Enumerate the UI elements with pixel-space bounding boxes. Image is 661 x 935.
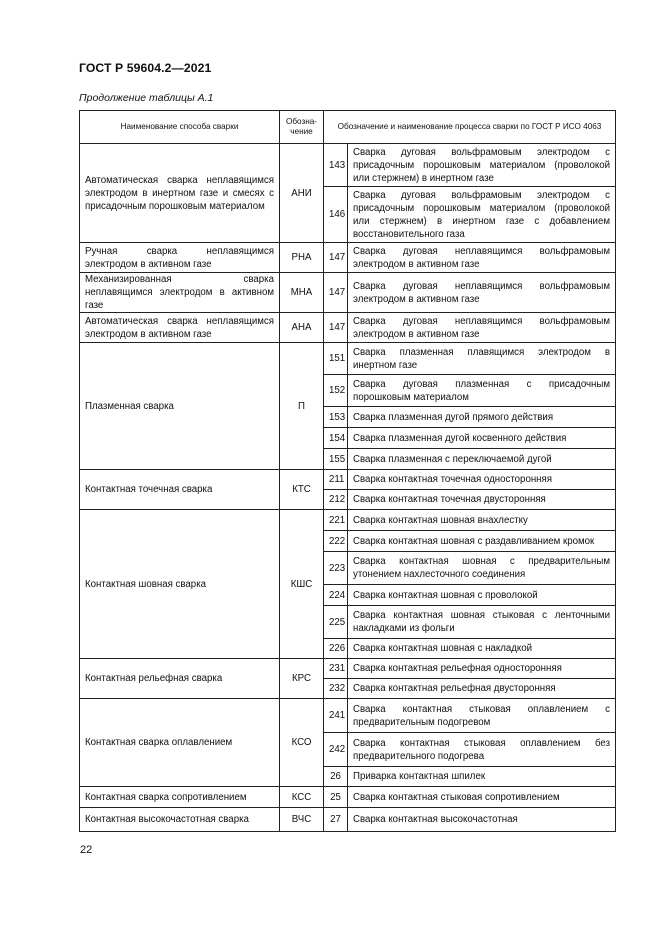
method-symbol-cell: РНА bbox=[280, 243, 324, 273]
process-name-cell: Сварка контактная стыковая сопротивлением bbox=[348, 787, 616, 808]
process-name-cell: Сварка дуговая неплавящимся вольфрамовым электродом в активном газе bbox=[348, 273, 616, 313]
process-code-cell: 143 bbox=[324, 144, 348, 187]
process-code-cell: 147 bbox=[324, 273, 348, 313]
method-symbol-cell: МНА bbox=[280, 273, 324, 313]
process-code-cell: 223 bbox=[324, 552, 348, 585]
process-code-cell: 211 bbox=[324, 470, 348, 490]
process-name-cell: Сварка контактная шовная с раздавливанием кромок bbox=[348, 531, 616, 552]
process-name-cell: Сварка дуговая плазменная с присадочным порошковым материалом bbox=[348, 375, 616, 407]
process-name-cell: Приварка контактная шпилек bbox=[348, 767, 616, 787]
process-code-cell: 231 bbox=[324, 659, 348, 679]
table-row bbox=[80, 787, 616, 808]
method-symbol-cell: КРС bbox=[280, 659, 324, 699]
method-symbol-cell: АНА bbox=[280, 313, 324, 343]
header-method: Наименование способа сварки bbox=[80, 111, 280, 144]
process-code-cell: 25 bbox=[324, 787, 348, 808]
process-name-cell: Сварка дуговая неплавящимся вольфрамовым электродом в активном газе bbox=[348, 243, 616, 273]
method-name-cell: Контактная точечная сварка bbox=[80, 470, 280, 510]
process-name-cell: Сварка контактная точечная односторонняя bbox=[348, 470, 616, 490]
process-code-cell: 225 bbox=[324, 606, 348, 639]
table-row bbox=[80, 343, 616, 375]
document-title: ГОСТ Р 59604.2—2021 bbox=[79, 61, 212, 75]
table-row bbox=[80, 243, 616, 273]
process-name-cell: Сварка плазменная дугой прямого действия bbox=[348, 407, 616, 428]
header-symbol: Обозна-чение bbox=[280, 111, 324, 144]
process-code-cell: 226 bbox=[324, 639, 348, 659]
process-name-cell: Сварка плазменная плавящимся электродом в инертном газе bbox=[348, 343, 616, 375]
process-code-cell: 151 bbox=[324, 343, 348, 375]
process-code-cell: 147 bbox=[324, 243, 348, 273]
process-name-cell: Сварка плазменная с переключаемой дугой bbox=[348, 449, 616, 470]
method-name-cell: Контактная сварка сопротивлением bbox=[80, 787, 280, 808]
process-code-cell: 212 bbox=[324, 490, 348, 510]
table-row bbox=[80, 699, 616, 733]
header-process: Обозначение и наименование процесса сварки по ГОСТ Р ИСО 4063 bbox=[324, 111, 616, 144]
process-code-cell: 242 bbox=[324, 733, 348, 767]
method-name-cell: Ручная сварка неплавящимся электродом в активном газе bbox=[80, 243, 280, 273]
process-name-cell: Сварка плазменная дугой косвенного действия bbox=[348, 428, 616, 449]
welding-methods-table bbox=[79, 110, 616, 832]
process-name-cell: Сварка контактная точечная двусторонняя bbox=[348, 490, 616, 510]
table-row bbox=[80, 510, 616, 531]
method-symbol-cell: КШС bbox=[280, 510, 324, 659]
process-name-cell: Сварка дуговая вольфрамовым электродом с присадочным порошковым материалом (проволокой или стержнем) в инертном газе bbox=[348, 144, 616, 187]
method-symbol-cell: АНИ bbox=[280, 144, 324, 243]
process-name-cell: Сварка контактная шовная с предварительным утонением нахлесточного соединения bbox=[348, 552, 616, 585]
method-name-cell: Автоматическая сварка неплавящимся электродом в активном газе bbox=[80, 313, 280, 343]
process-name-cell: Сварка контактная шовная внахлестку bbox=[348, 510, 616, 531]
table-row bbox=[80, 144, 616, 187]
method-name-cell: Контактная шовная сварка bbox=[80, 510, 280, 659]
process-name-cell: Сварка контактная шовная с проволокой bbox=[348, 585, 616, 606]
method-symbol-cell: КТС bbox=[280, 470, 324, 510]
method-symbol-cell: КСО bbox=[280, 699, 324, 787]
process-code-cell: 153 bbox=[324, 407, 348, 428]
process-code-cell: 241 bbox=[324, 699, 348, 733]
method-name-cell: Контактная высокочастотная сварка bbox=[80, 808, 280, 832]
table-caption: Продолжение таблицы А.1 bbox=[79, 92, 214, 104]
process-name-cell: Сварка дуговая неплавящимся вольфрамовым электродом в активном газе bbox=[348, 313, 616, 343]
process-name-cell: Сварка контактная стыковая оплавлением без предварительного подогрева bbox=[348, 733, 616, 767]
process-code-cell: 222 bbox=[324, 531, 348, 552]
process-name-cell: Сварка дуговая вольфрамовым электродом с присадочным порошковым материалом (проволокой или стержнем) в инертном газе с добавлением восстановительного газа bbox=[348, 187, 616, 243]
table-header-row bbox=[80, 111, 616, 144]
method-symbol-cell: ВЧС bbox=[280, 808, 324, 832]
process-name-cell: Сварка контактная шовная с накладкой bbox=[348, 639, 616, 659]
method-name-cell: Контактная сварка оплавлением bbox=[80, 699, 280, 787]
process-code-cell: 155 bbox=[324, 449, 348, 470]
process-code-cell: 26 bbox=[324, 767, 348, 787]
process-name-cell: Сварка контактная рельефная двусторонняя bbox=[348, 679, 616, 699]
method-name-cell: Контактная рельефная сварка bbox=[80, 659, 280, 699]
method-symbol-cell: П bbox=[280, 343, 324, 470]
page-number: 22 bbox=[80, 844, 93, 856]
process-code-cell: 224 bbox=[324, 585, 348, 606]
table-row bbox=[80, 808, 616, 832]
process-code-cell: 146 bbox=[324, 187, 348, 243]
process-code-cell: 232 bbox=[324, 679, 348, 699]
process-name-cell: Сварка контактная стыковая оплавлением с предварительным подогревом bbox=[348, 699, 616, 733]
table-row bbox=[80, 470, 616, 490]
process-code-cell: 27 bbox=[324, 808, 348, 832]
process-code-cell: 152 bbox=[324, 375, 348, 407]
process-name-cell: Сварка контактная шовная стыковая с ленточными накладками из фольги bbox=[348, 606, 616, 639]
table-row bbox=[80, 659, 616, 679]
process-code-cell: 221 bbox=[324, 510, 348, 531]
table-body bbox=[80, 144, 616, 832]
table-row bbox=[80, 313, 616, 343]
process-name-cell: Сварка контактная высокочастотная bbox=[348, 808, 616, 832]
process-code-cell: 147 bbox=[324, 313, 348, 343]
method-name-cell: Автоматическая сварка неплавящимся электродом в инертном газе и смесях с присадочным порошковым материалом bbox=[80, 144, 280, 243]
method-name-cell: Плазменная сварка bbox=[80, 343, 280, 470]
method-symbol-cell: КСС bbox=[280, 787, 324, 808]
table-row bbox=[80, 273, 616, 313]
method-name-cell: Механизированная сварка неплавящимся электродом в активном газе bbox=[80, 273, 280, 313]
process-name-cell: Сварка контактная рельефная односторонняя bbox=[348, 659, 616, 679]
process-code-cell: 154 bbox=[324, 428, 348, 449]
